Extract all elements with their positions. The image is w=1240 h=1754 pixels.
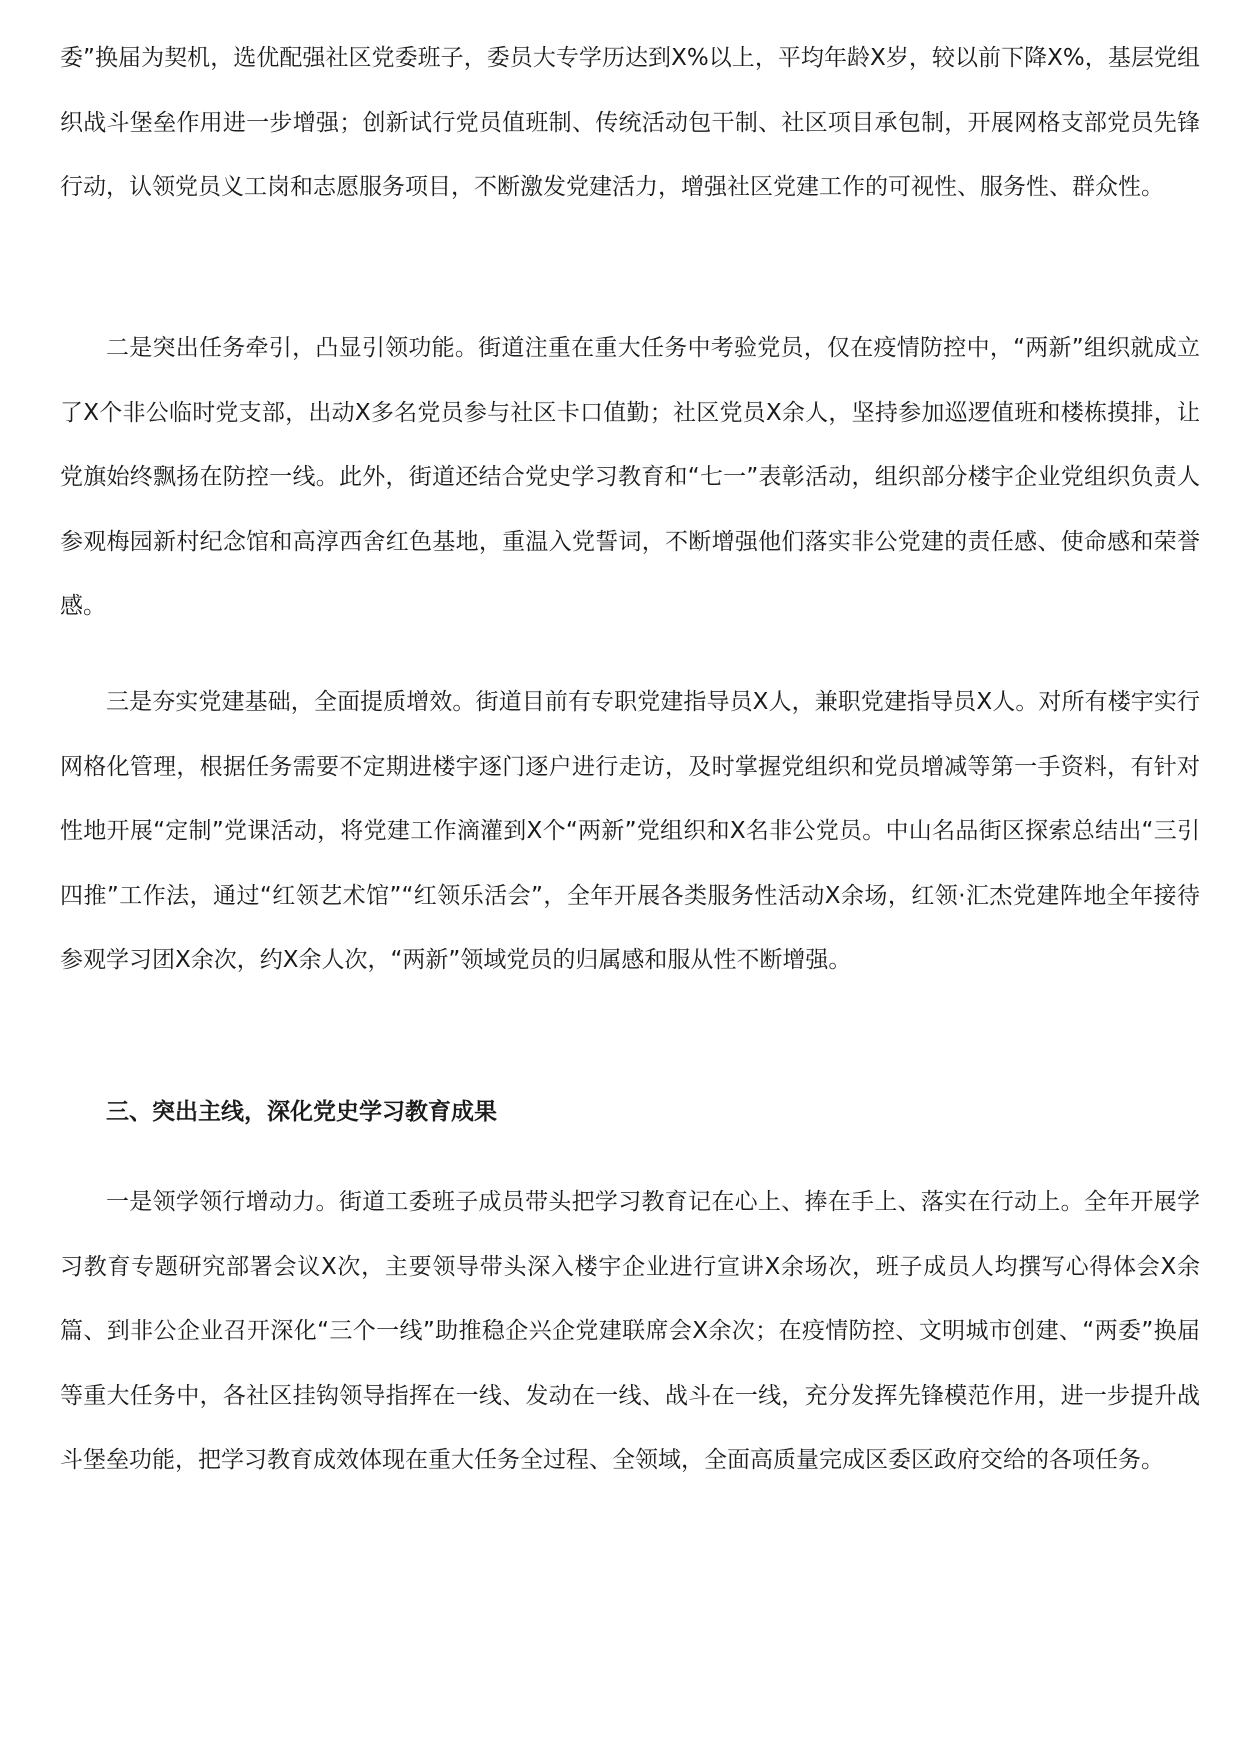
paragraph-party-foundation: 三是夯实党建基础，全面提质增效。街道目前有专职党建指导员X人，兼职党建指导员X人。对所有楼宇实行网格化管理，根据任务需要不定期进楼宇逐门逐户进行走访，及时掌握党组织和党员增减等第一手资料，有针对性地开展“定制”党课活动，将党建工作滴灌到X个“两新”党组织和X名非公党员。中山名品街区探索总结出“三引四推”工作法，通过“红领艺术馆”“红领乐活会”，全年开展各类服务性活动X余场，红领·汇杰党建阵地全年接待参观学习团X余次，约X余人次，“两新”领域党员的归属感和服从性不断增强。	[60, 689, 1200, 974]
paragraph-leading-study: 一是领学领行增动力。街道工委班子成员带头把学习教育记在心上、捧在手上、落实在行动上。全年开展学习教育专题研究部署会议X次，主要领导带头深入楼宇企业进行宣讲X余场次，班子成员人均撰写心得体会X余篇、到非公企业召开深化“三个一线”助推稳企兴企党建联席会X余次；在疫情防控、文明城市创建、“两委”换届等重大任务中，各社区挂钩领导指挥在一线、发动在一线、战斗在一线，充分发挥先锋模范作用，进一步提升战斗堡垒功能，把学习教育成效体现在重大任务全过程、全领域，全面高质量完成区委区政府交给的各项任务。	[60, 1189, 1200, 1474]
section-heading-three: 三、突出主线，深化党史学习教育成果	[106, 1099, 497, 1125]
paragraph-task-guidance: 二是突出任务牵引，凸显引领功能。街道注重在重大任务中考验党员，仅在疫情防控中，“两新”组织就成立了X个非公临时党支部，出动X多名党员参与社区卡口值勤；社区党员X余人，坚持参加巡逻值班和楼栋摸排，让党旗始终飘扬在防控一线。此外，街道还结合党史学习教育和“七一”表彰活动，组织部分楼宇企业党组织负责人参观梅园新村纪念馆和高淳西舍红色基地，重温入党誓词，不断增强他们落实非公党建的责任感、使命感和荣誉感。	[60, 335, 1200, 620]
paragraph-community-committee: 委”换届为契机，选优配强社区党委班子，委员大专学历达到X%以上，平均年龄X岁，较以前下降X%，基层党组织战斗堡垒作用进一步增强；创新试行党员值班制、传统活动包干制、社区项目承包制，开展网格支部党员先锋行动，认领党员义工岗和志愿服务项目，不断激发党建活力，增强社区党建工作的可视性、服务性、群众性。	[60, 45, 1200, 201]
